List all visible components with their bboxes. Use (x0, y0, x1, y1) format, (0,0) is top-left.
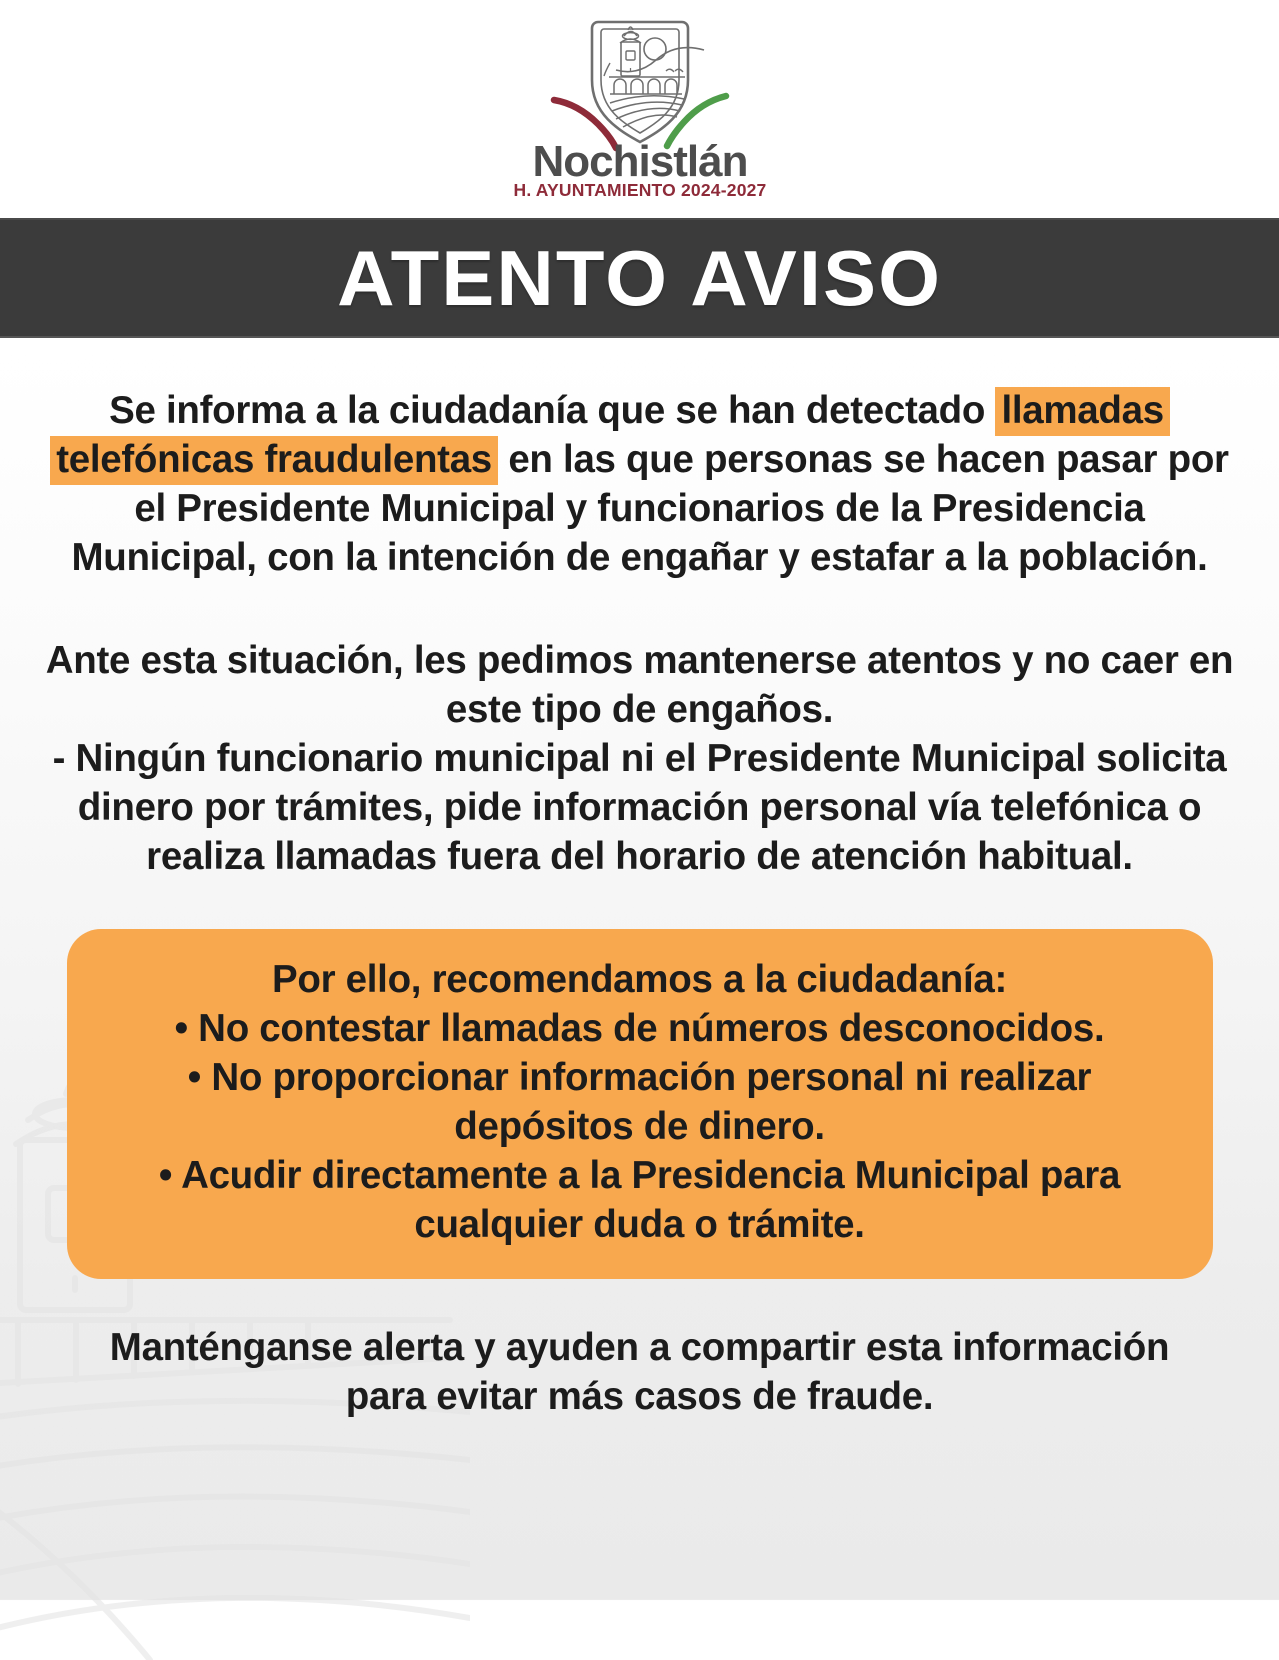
logo-wordmark: Nochistlán (532, 137, 747, 186)
recommendations-card (67, 929, 1213, 1279)
municipality-logo (490, 8, 790, 208)
paragraph-stay-alert: Ante esta situación, les pedimos mantenerse atentos y no caer en este tipo de engaños. (45, 639, 1234, 731)
paragraph-fraud-alert (40, 386, 1239, 582)
recommendation-item-1: • No contestar llamadas de números desconocidos. (174, 1007, 1105, 1050)
recommendations-heading: Por ello, recomendamos a la ciudadanía: (271, 958, 1007, 1001)
paragraph1-tail: en las que personas se hacen pasar por el Presidente Municipal y funcionarios de la Presidencia Municipal, con la intención de engañar y estafar a la población. (71, 438, 1229, 579)
paragraph1-lead: Se informa a la ciudadanía que se han detectado (109, 389, 986, 432)
highlighted-phrase: llamadas telefónicas fraudulentas (50, 387, 1170, 485)
page-header (0, 0, 1279, 218)
notice-banner (0, 218, 1279, 338)
logo-subtitle: H. AYUNTAMIENTO 2024-2027 (512, 180, 767, 200)
recommendation-item-2: • No proporcionar información personal ni realizar depósitos de dinero. (187, 1056, 1092, 1148)
page-title: ATENTO AVISO (336, 233, 943, 322)
closing-text: Manténganse alerta y ayuden a compartir esta información para evitar más casos de fraude. (109, 1326, 1170, 1418)
crest-shield-icon (592, 22, 704, 142)
recommendation-item-3: • Acudir directamente a la Presidencia Municipal para cualquier duda o trámite. (158, 1154, 1121, 1246)
closing-message (40, 1323, 1239, 1421)
notice-body (0, 386, 1279, 1421)
paragraph-no-official-requests: - Ningún funcionario municipal ni el Presidente Municipal solicita dinero por trámites, pide información personal vía telefónica o realiza llamadas fuera del horario de atención habitual. (52, 737, 1227, 878)
